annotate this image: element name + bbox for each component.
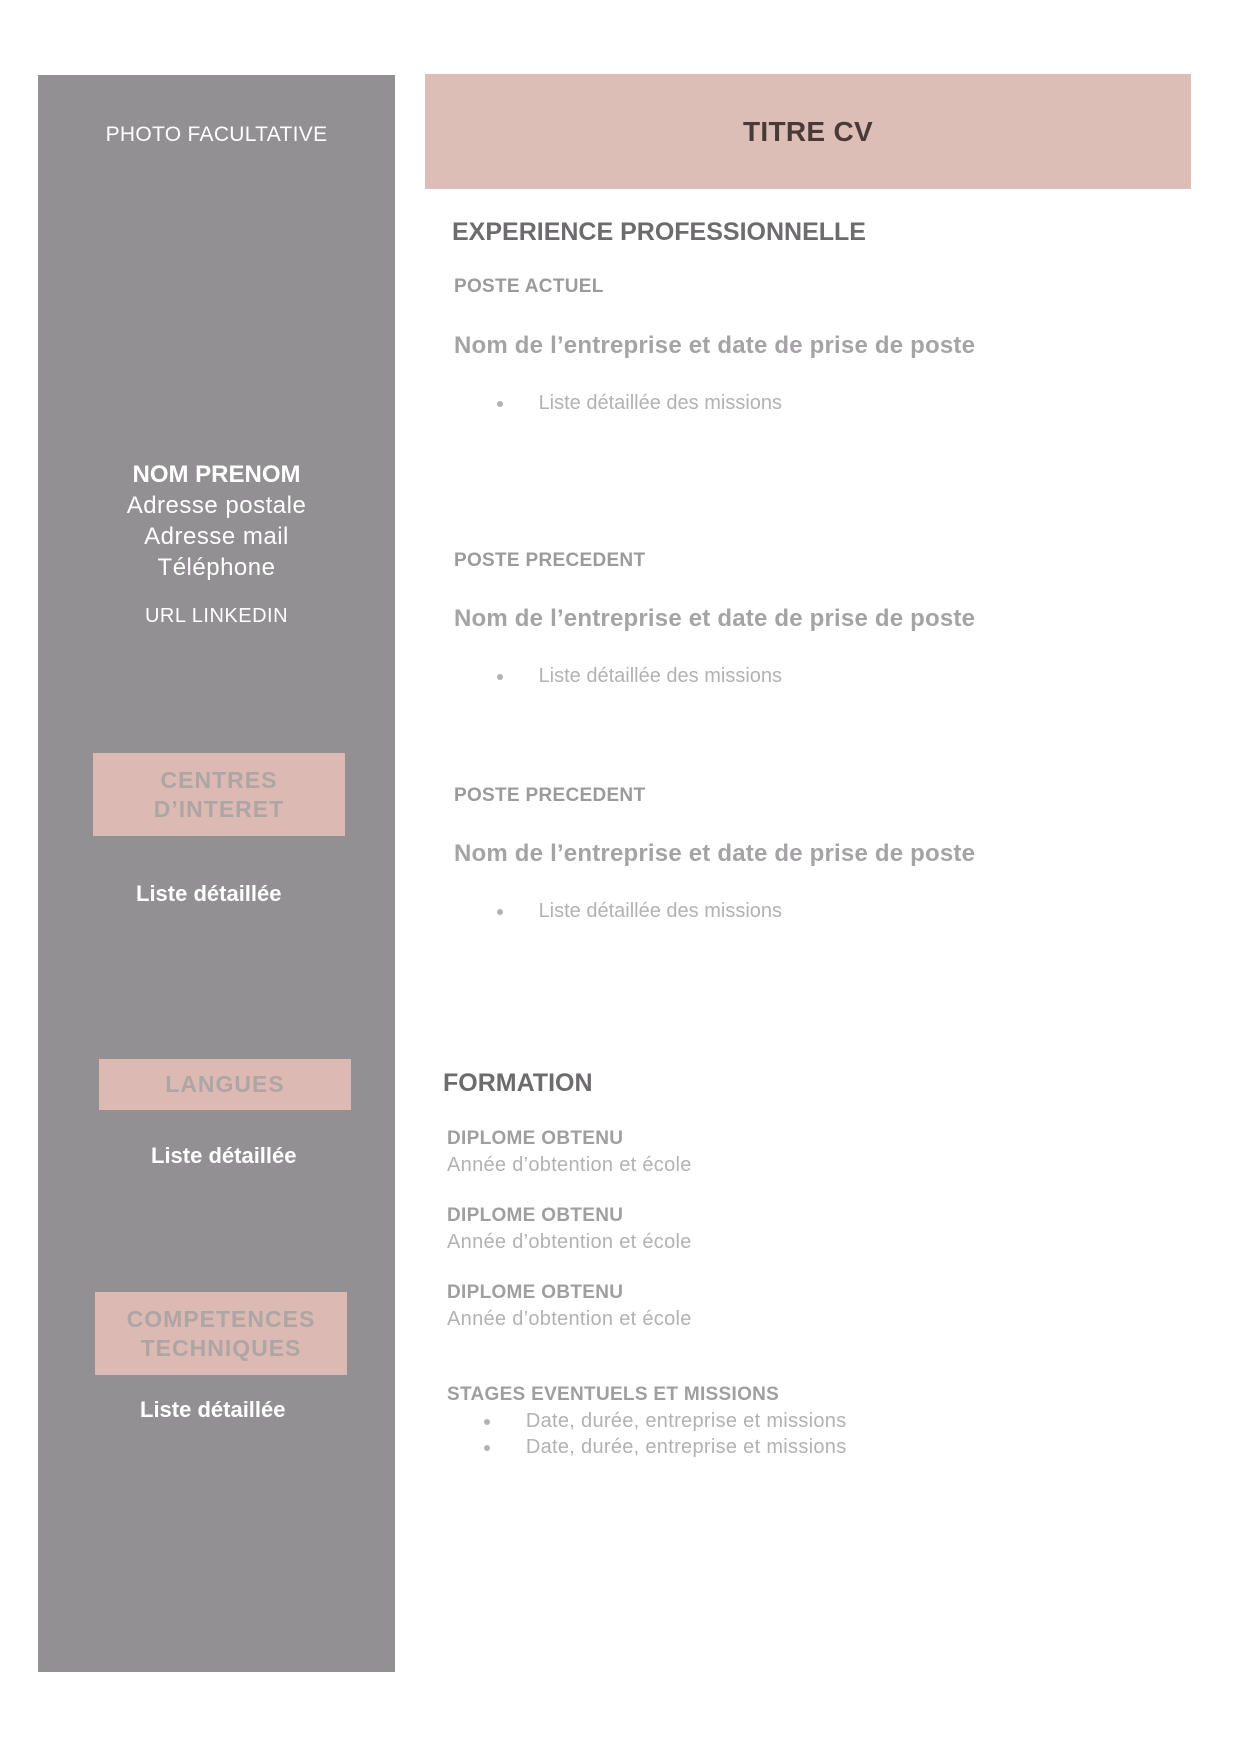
degree-detail: Année d’obtention et école bbox=[447, 1308, 692, 1330]
internship-text: Date, durée, entreprise et missions bbox=[525, 1410, 847, 1432]
degree-name: DIPLOME OBTENU bbox=[447, 1128, 624, 1149]
interests-heading-line1: CENTRES bbox=[160, 766, 278, 793]
cv-title: TITRE CV bbox=[743, 115, 873, 147]
job-mission-text: Liste détaillée des missions bbox=[538, 900, 783, 922]
bullet-icon bbox=[497, 401, 503, 407]
interests-heading-line2: D’INTERET bbox=[153, 795, 285, 822]
job-mission bbox=[497, 900, 782, 923]
experience-title: EXPERIENCE PROFESSIONNELLE bbox=[452, 218, 866, 246]
contact-block bbox=[38, 459, 395, 628]
languages-list: Liste détaillée bbox=[151, 1143, 297, 1168]
full-name: NOM PRENOM bbox=[132, 461, 301, 488]
skills-heading bbox=[95, 1292, 347, 1375]
sidebar bbox=[38, 75, 395, 1672]
skills-list: Liste détaillée bbox=[140, 1397, 286, 1422]
degree-name: DIPLOME OBTENU bbox=[447, 1205, 624, 1226]
internship-item bbox=[484, 1436, 847, 1459]
degree-detail: Année d’obtention et école bbox=[447, 1154, 692, 1176]
internship-text: Date, durée, entreprise et missions bbox=[525, 1436, 847, 1458]
job-company: Nom de l’entreprise et date de prise de poste bbox=[454, 605, 976, 632]
bullet-icon bbox=[484, 1419, 490, 1425]
internships-title: STAGES EVENTUELS ET MISSIONS bbox=[447, 1384, 780, 1405]
job-mission bbox=[497, 392, 782, 415]
bullet-icon bbox=[484, 1445, 490, 1451]
linkedin-url: URL LINKEDIN bbox=[144, 605, 289, 627]
job-company: Nom de l’entreprise et date de prise de poste bbox=[454, 840, 976, 867]
internship-item bbox=[484, 1410, 847, 1433]
interests-heading bbox=[93, 753, 345, 836]
job-position: POSTE ACTUEL bbox=[454, 276, 604, 297]
cv-title-banner bbox=[425, 74, 1191, 189]
education-title: FORMATION bbox=[443, 1069, 593, 1097]
degree-name: DIPLOME OBTENU bbox=[447, 1282, 624, 1303]
job-mission bbox=[497, 665, 782, 688]
email-address: Adresse mail bbox=[144, 523, 289, 550]
languages-heading: LANGUES bbox=[99, 1059, 351, 1110]
job-position: POSTE PRECEDENT bbox=[454, 785, 646, 806]
bullet-icon bbox=[497, 909, 503, 915]
degree-detail: Année d’obtention et école bbox=[447, 1231, 692, 1253]
photo-placeholder: PHOTO FACULTATIVE bbox=[105, 123, 328, 146]
phone-number: Téléphone bbox=[157, 554, 276, 581]
job-company: Nom de l’entreprise et date de prise de poste bbox=[454, 332, 976, 359]
skills-heading-line1: COMPETENCES bbox=[126, 1305, 316, 1332]
postal-address: Adresse postale bbox=[126, 492, 307, 519]
job-position: POSTE PRECEDENT bbox=[454, 550, 646, 571]
skills-heading-line2: TECHNIQUES bbox=[140, 1334, 302, 1361]
bullet-icon bbox=[497, 674, 503, 680]
job-mission-text: Liste détaillée des missions bbox=[538, 392, 783, 414]
interests-list: Liste détaillée bbox=[136, 881, 282, 906]
job-mission-text: Liste détaillée des missions bbox=[538, 665, 783, 687]
